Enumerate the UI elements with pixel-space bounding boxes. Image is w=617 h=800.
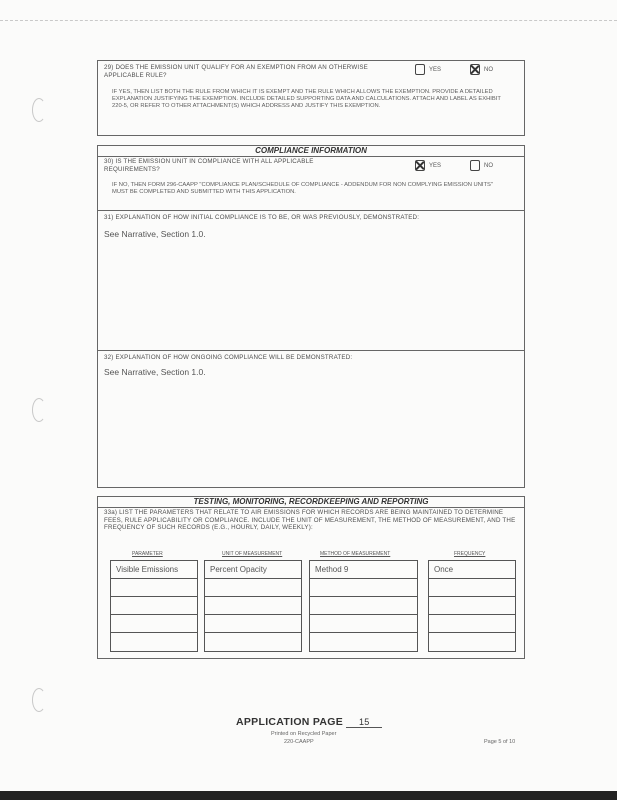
col-header-frequency: FREQUENCY — [454, 551, 486, 557]
frequency-column — [428, 560, 516, 652]
form-code: 220-CAAPP — [284, 739, 314, 745]
col-header-method: METHOD OF MEASUREMENT — [320, 551, 391, 557]
table-cell[interactable] — [205, 633, 301, 651]
punch-hole — [32, 98, 46, 122]
unit-column — [204, 560, 302, 652]
q30-yes-option[interactable] — [415, 160, 441, 171]
testing-section — [97, 496, 525, 659]
compliance-section — [97, 145, 525, 488]
col-header-unit: UNIT OF MEASUREMENT — [222, 551, 283, 557]
q29-yes-option[interactable] — [415, 64, 441, 75]
q29-no-option[interactable] — [470, 64, 493, 75]
q31-area[interactable] — [98, 210, 524, 351]
table-cell[interactable] — [310, 633, 417, 651]
q29-no-checkbox[interactable] — [470, 64, 480, 75]
table-cell[interactable]: Once — [429, 561, 515, 579]
col-header-parameter: PARAMETER — [132, 551, 163, 557]
q30-yes-label: YES — [429, 162, 442, 169]
q29-no-label: NO — [484, 66, 493, 73]
table-cell[interactable] — [111, 579, 197, 597]
q29-label: 29) DOES THE EMISSION UNIT QUALIFY FOR AN EXEMPTION FROM AN OTHERWISE APPLICABLE RULE? — [104, 64, 368, 79]
q29-yes-checkbox[interactable] — [415, 64, 425, 75]
table-cell[interactable] — [111, 633, 197, 651]
table-cell[interactable] — [310, 579, 417, 597]
q32-answer: See Narrative, Section 1.0. — [104, 367, 206, 377]
application-page-label: APPLICATION PAGE — [236, 716, 344, 728]
q29-note: IF YES, THEN LIST BOTH THE RULE FROM WHICH IT IS EXEMPT AND THE RULE WHICH ALLOWS THE EXEMPTION. PROVIDE A DETAILED EXPLANATION JUSTIFYING THE EXEMPTION. INCLUDE DETAILED SUPPORTING DATA AND CALCULATIONS. ATTACH AND LABEL AS EXHIBIT 220-5, OR REFER TO OTHER ATTACHMENT(S) WHICH ADDRESS AND JUSTIFY THIS EXEMPTION. — [112, 89, 501, 110]
scan-artifact-line — [0, 20, 617, 21]
table-cell[interactable] — [429, 579, 515, 597]
table-cell[interactable]: Visible Emissions — [111, 561, 197, 579]
scan-bottom-edge — [0, 791, 617, 800]
application-page-number: 15 — [346, 717, 382, 728]
method-column — [309, 560, 418, 652]
exemption-section — [97, 60, 525, 136]
testing-title: TESTING, MONITORING, RECORDKEEPING AND REPORTING — [98, 497, 524, 508]
table-cell[interactable] — [205, 615, 301, 633]
table-cell[interactable]: Percent Opacity — [205, 561, 301, 579]
punch-hole — [32, 398, 46, 422]
table-cell[interactable] — [205, 597, 301, 615]
parameter-column — [110, 560, 198, 652]
q33a-label: 33a) LIST THE PARAMETERS THAT RELATE TO AIR EMISSIONS FOR WHICH RECORDS ARE BEING MAINTAINED TO DETERMINE FEES, RULE APPLICABILITY OR COMPLIANCE. INCLUDE THE UNIT OF MEASUREMENT, THE METHOD OF MEASUREMENT, AND THE FREQUENCY OF SUCH RECORDS (E.G., HOURLY, DAILY, WEEKLY): — [104, 509, 516, 532]
table-cell[interactable] — [310, 615, 417, 633]
q31-label: 31) EXPLANATION OF HOW INITIAL COMPLIANCE IS TO BE, OR WAS PREVIOUSLY, DEMONSTRATED: — [104, 214, 420, 221]
table-cell[interactable] — [111, 615, 197, 633]
q30-no-label: NO — [484, 162, 493, 169]
table-cell[interactable] — [429, 597, 515, 615]
q30-note: IF NO, THEN FORM 296-CAAPP "COMPLIANCE PLAN/SCHEDULE OF COMPLIANCE - ADDENDUM FOR NON COMPLYING EMISSION UNITS" MUST BE COMPLETED AND SUBMITTED WITH THIS APPLICATION. — [112, 182, 493, 196]
compliance-title: COMPLIANCE INFORMATION — [98, 146, 524, 157]
q31-answer: See Narrative, Section 1.0. — [104, 229, 206, 239]
printed-on-recycled-paper: Printed on Recycled Paper — [271, 731, 337, 737]
q30-label: 30) IS THE EMISSION UNIT IN COMPLIANCE WITH ALL APPLICABLE REQUIREMENTS? — [104, 158, 314, 173]
q30-no-checkbox[interactable] — [470, 160, 480, 171]
q30-no-option[interactable] — [470, 160, 493, 171]
table-cell[interactable] — [429, 633, 515, 651]
table-cell[interactable] — [429, 615, 515, 633]
q32-label: 32) EXPLANATION OF HOW ONGOING COMPLIANCE WILL BE DEMONSTRATED: — [104, 354, 353, 361]
table-cell[interactable]: Method 9 — [310, 561, 417, 579]
application-page-footer — [236, 716, 382, 728]
table-cell[interactable] — [205, 579, 301, 597]
page-of: Page 5 of 10 — [484, 739, 516, 745]
q29-yes-label: YES — [429, 66, 442, 73]
table-cell[interactable] — [111, 597, 197, 615]
q32-area[interactable] — [98, 350, 524, 489]
punch-hole — [32, 688, 46, 712]
q30-yes-checkbox[interactable] — [415, 160, 425, 171]
table-cell[interactable] — [310, 597, 417, 615]
